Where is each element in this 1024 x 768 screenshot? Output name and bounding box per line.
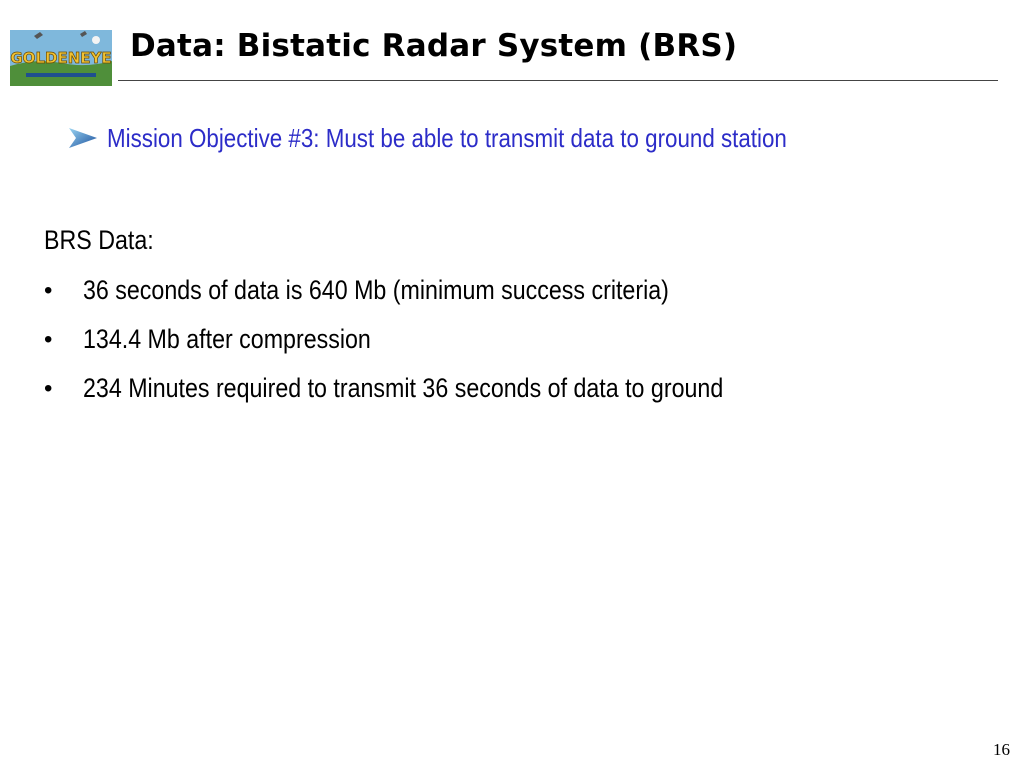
bullet-icon: •: [44, 374, 53, 402]
objective-text: Mission Objective #3: Must be able to transmit data to ground station: [107, 122, 787, 153]
bullet-text: 234 Minutes required to transmit 36 seconds of data to ground: [83, 373, 724, 403]
mission-objective: [68, 120, 898, 156]
goldeneye-logo: [10, 30, 112, 86]
list-item: [44, 315, 827, 364]
brs-data-list: [44, 266, 827, 413]
logo-wordmark: GOLDENEYE: [10, 49, 112, 67]
brs-data-heading: BRS Data:: [44, 225, 154, 255]
page-number: 16: [993, 740, 1010, 759]
title-divider: [118, 80, 998, 81]
list-item: [44, 266, 827, 315]
bullet-text: 36 seconds of data is 640 Mb (minimum success criteria): [83, 275, 669, 305]
arrow-bullet-icon: [68, 127, 98, 149]
list-item: [44, 364, 827, 413]
slide-title: Data: Bistatic Radar System (BRS): [130, 28, 738, 64]
bullet-text: 134.4 Mb after compression: [83, 324, 371, 354]
brs-data-section: [44, 218, 827, 413]
bullet-icon: •: [44, 325, 53, 353]
bullet-icon: •: [44, 276, 53, 304]
